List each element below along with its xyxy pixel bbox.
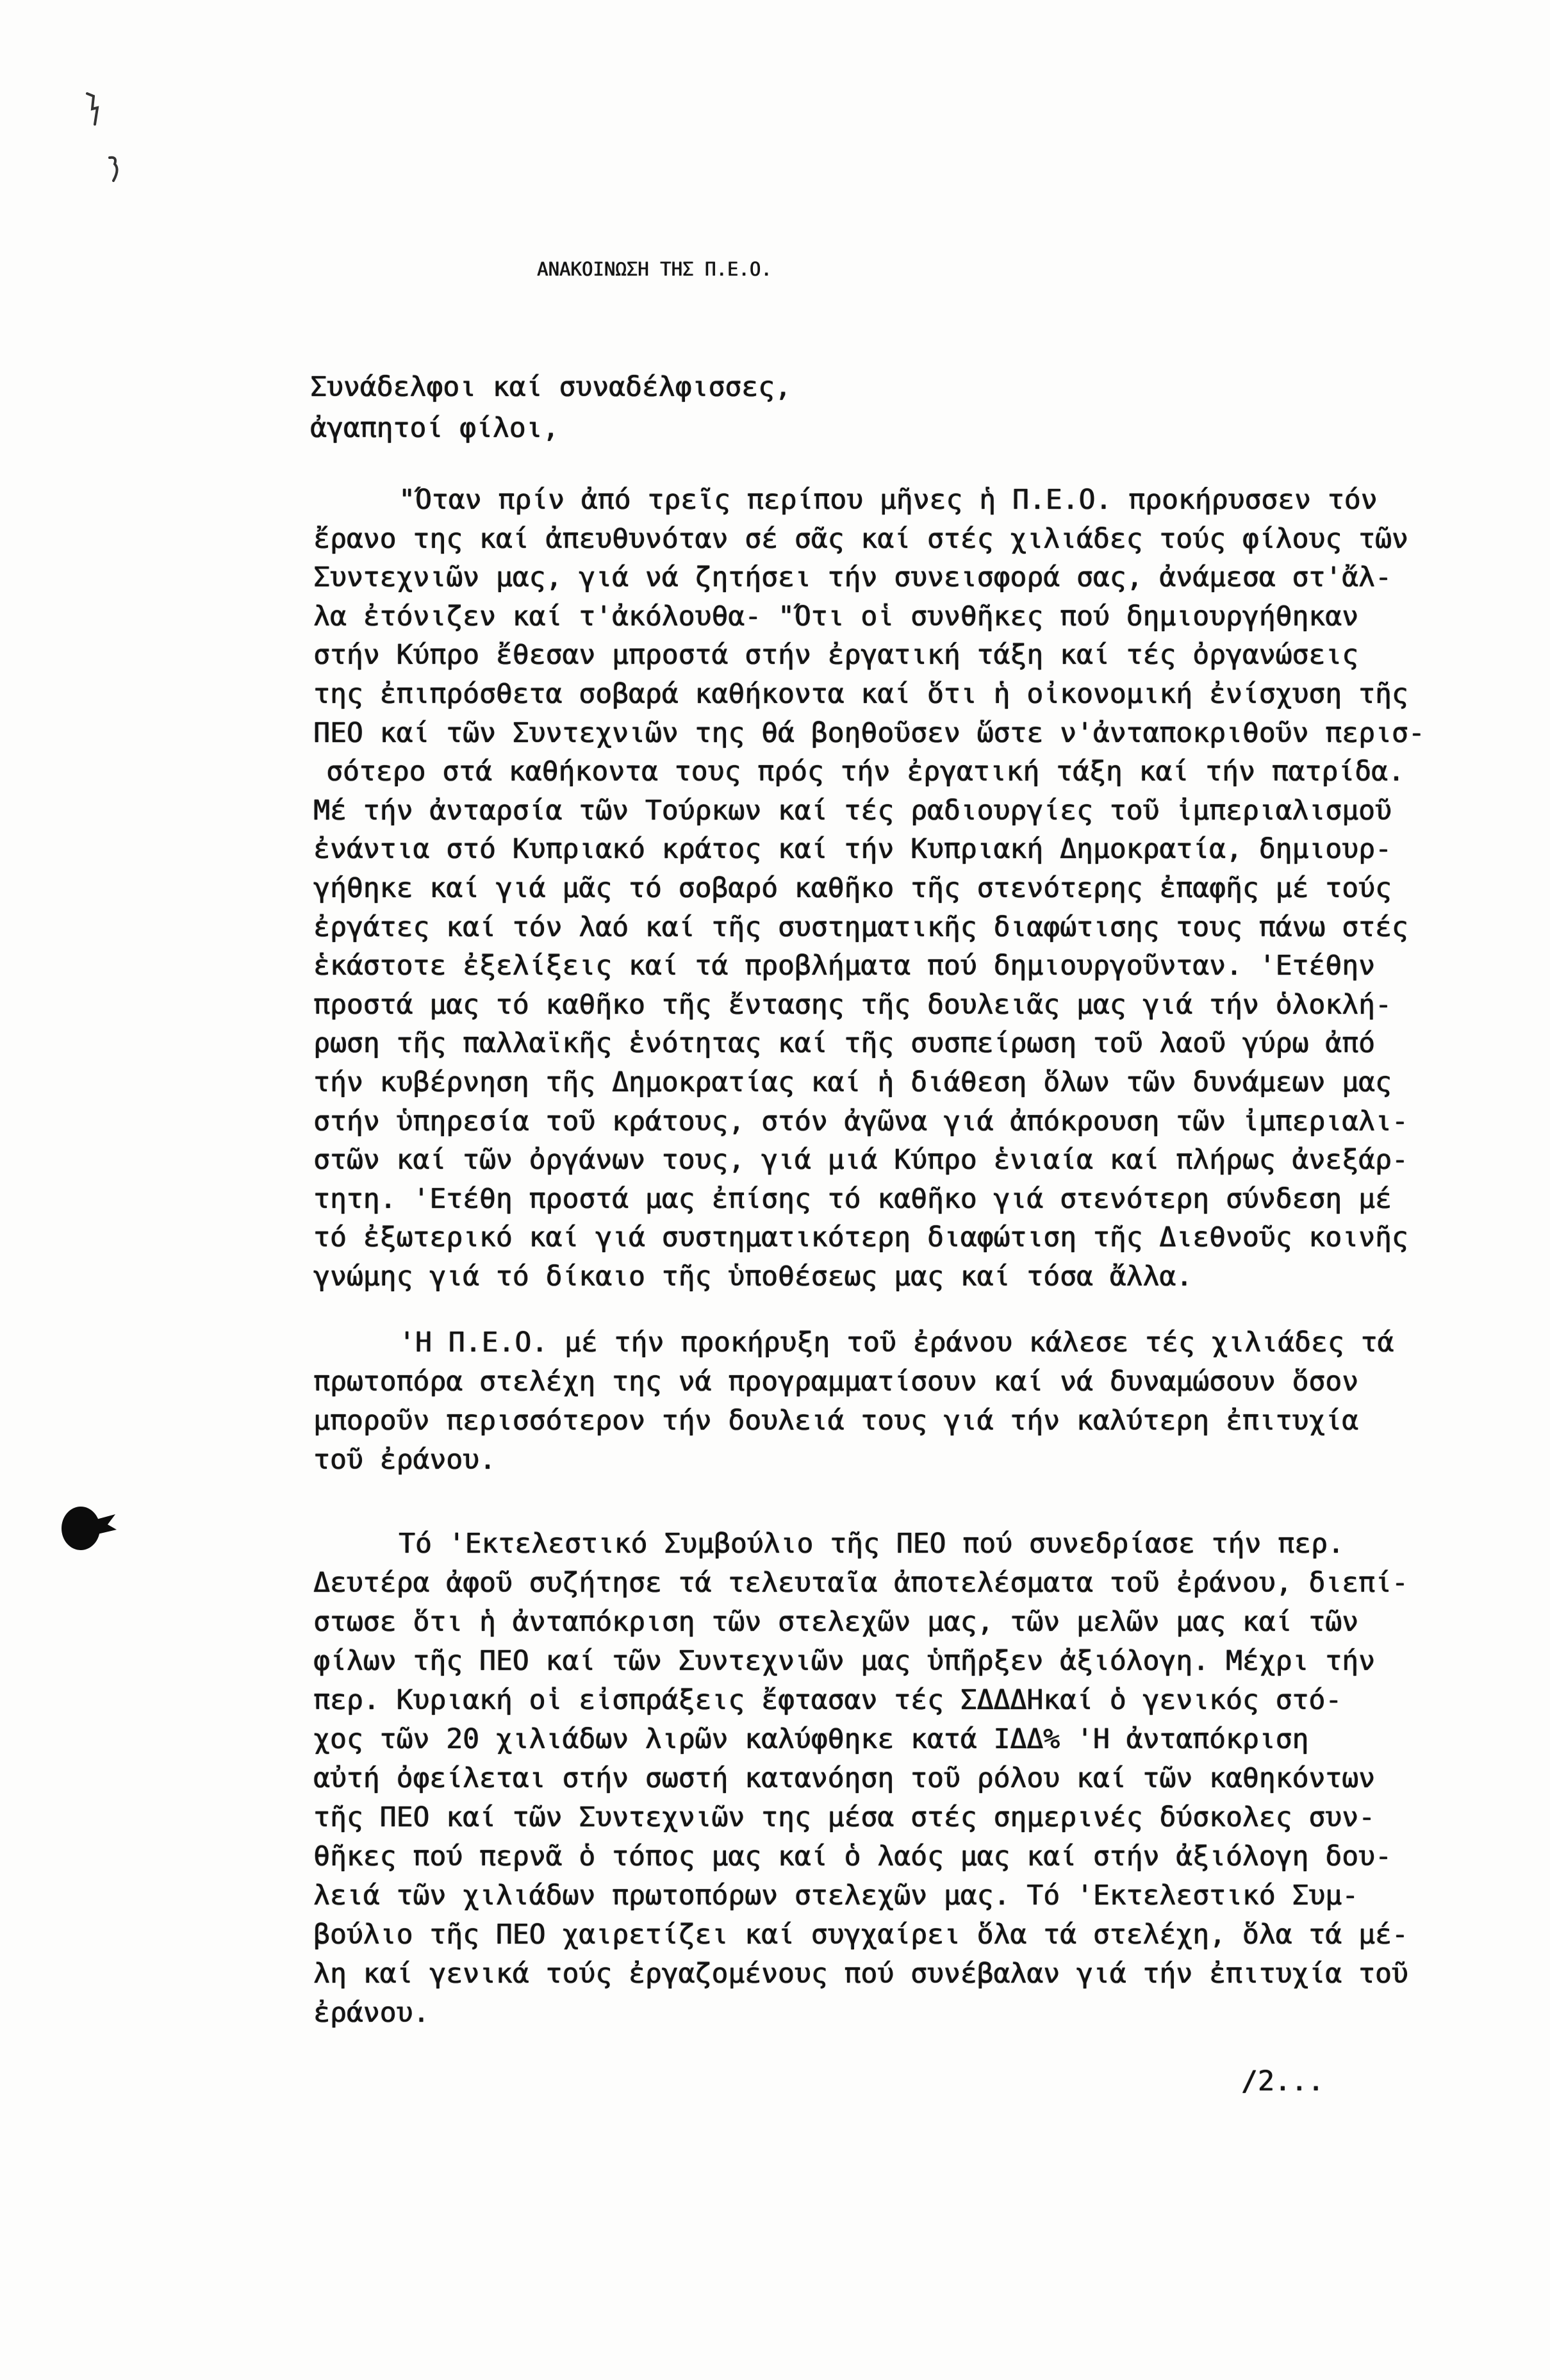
text-line: στήν ὑπηρεσία τοῦ κράτους, στόν ἀγῶνα γιά ἀπόκρουση τῶν ἰμπεριαλι- [313,1105,1408,1137]
text-line: προστά μας τό καθῆκο τῆς ἔντασης τῆς δουλειᾶς μας γιά τήν ὁλοκλή- [313,988,1392,1021]
text-line: τοῦ ἐράνου. [313,1444,496,1476]
text-line: ἐνάντια στό Κυπριακό κράτος καί τήν Κυπριακή Δημοκρατία, δημιουρ- [313,833,1392,866]
ink-blot [56,1496,120,1560]
paragraph [313,481,1425,1296]
text-line: φίλων τῆς ΠΕΟ καί τῶν Συντεχνιῶν μας ὑπῆρξεν ἀξιόλογη. Μέχρι τήν [313,1645,1375,1677]
text-line: τό ἐξωτερικό καί γιά συστηματικότερη διαφώτιση τῆς Διεθνοῦς κοινῆς [313,1221,1408,1254]
text-line: βούλιο τῆς ΠΕΟ χαιρετίζει καί συγχαίρει ὅλα τά στελέχη, ὅλα τά μέ- [313,1919,1408,1951]
document-title: ΑΝΑΚΟΙΝΩΣΗ ΤΗΣ Π.Ε.Ο. [537,258,772,280]
page-continuation-marker: /2... [1241,2065,1324,2097]
text-line: 'Η Π.Ε.Ο. μέ τήν προκήρυξη τοῦ ἐράνου κάλεσε τές χιλιάδες τά [399,1326,1394,1359]
pencil-mark [106,154,125,186]
text-line: ἑκάστοτε ἐξελίξεις καί τά προβλήματα πού δημιουργοῦνταν. 'Ετέθην [313,950,1375,982]
text-line: τῆς ΠΕΟ καί τῶν Συντεχνιῶν της μέσα στές σημερινές δύσκολες συν- [313,1801,1375,1833]
text-line: ἔρανο της καί ἀπευθυνόταν σέ σᾶς καί στές χιλιάδες τούς φίλους τῶν [313,522,1408,555]
salutation-line: Συνάδελφοι καί συναδέλφισσες, [310,371,791,403]
text-line: θῆκες πού περνᾶ ὁ τόπος μας καί ὁ λαός μας καί στήν ἀξιόλογη δου- [313,1840,1392,1872]
text-line: Μέ τήν ἀνταρσία τῶν Τούρκων καί τές ραδιουργίες τοῦ ἰμπεριαλισμοῦ [313,794,1392,827]
text-line: στῶν καί τῶν ὀργάνων τους, γιά μιά Κύπρο ἑνιαία καί πλήρως ἀνεξάρ- [313,1144,1408,1177]
text-line: ΠΕΟ καί τῶν Συντεχνιῶν της θά βοηθοῦσεν ὥστε ν'ἀνταποκριθοῦν περισ- [313,716,1425,749]
paragraph [313,1323,1394,1480]
text-line: Συντεχνιῶν μας, γιά νά ζητήσει τήν συνεισφορά σας, ἀνάμεσα στ'ἄλ- [313,561,1392,594]
salutation [310,367,791,449]
paragraph [313,1525,1408,2033]
pencil-mark [82,90,108,128]
text-line: στήν Κύπρο ἔθεσαν μπροστά στήν ἐργατική τάξη καί τές ὀργανώσεις [313,639,1358,672]
text-line: γήθηκε καί γιά μᾶς τό σοβαρό καθῆκο τῆς στενότερης ἐπαφῆς μέ τούς [313,872,1392,904]
text-line: πρωτοπόρα στελέχη της νά προγραμματίσουν καί νά δυναμώσουν ὅσον [313,1366,1358,1398]
text-line: μποροῦν περισσότερον τήν δουλειά τους γιά τήν καλύτερη ἐπιτυχία [313,1405,1358,1437]
text-line: Δευτέρα ἀφοῦ συζήτησε τά τελευταῖα ἀποτελέσματα τοῦ ἐράνου, διεπί- [313,1567,1408,1599]
text-line: "Όταν πρίν ἀπό τρεῖς περίπου μῆνες ἡ Π.Ε.Ο. προκήρυσσεν τόν [399,484,1378,516]
text-line: λη καί γενικά τούς ἐργαζομένους πού συνέβαλαν γιά τήν ἐπιτυχία τοῦ [313,1958,1408,1990]
text-line: σότερο στά καθήκοντα τους πρός τήν ἐργατική τάξη καί τήν πατρίδα. [326,756,1405,788]
salutation-line: ἀγαπητοί φίλοι, [310,412,559,444]
text-line: τητη. 'Ετέθη προστά μας ἐπίσης τό καθῆκο γιά στενότερη σύνδεση μέ [313,1182,1392,1215]
text-line: της ἐπιπρόσθετα σοβαρά καθήκοντα καί ὅτι ἡ οἰκονομική ἐνίσχυση τῆς [313,677,1408,710]
text-line: λειά τῶν χιλιάδων πρωτοπόρων στελεχῶν μας. Τό 'Εκτελεστικό Συμ- [313,1880,1358,1912]
text-line: χος τῶν 20 χιλιάδων λιρῶν καλύφθηκε κατά ΙΔΔ% 'Η ἀνταπόκριση [313,1723,1309,1755]
text-line: τήν κυβέρνηση τῆς Δημοκρατίας καί ἡ διάθεση ὅλων τῶν δυνάμεων μας [313,1066,1392,1098]
text-line: Τό 'Εκτελεστικό Συμβούλιο τῆς ΠΕΟ πού συνεδρίασε τήν περ. [399,1528,1344,1560]
text-line: στωσε ὅτι ἡ ἀνταπόκριση τῶν στελεχῶν μας, τῶν μελῶν μας καί τῶν [313,1606,1358,1638]
text-line: αὐτή ὀφείλεται στήν σωστή κατανόηση τοῦ ρόλου καί τῶν καθηκόντων [313,1762,1375,1794]
text-line: ἐράνου. [313,1997,430,2029]
text-line: γνώμης γιά τό δίκαιο τῆς ὑποθέσεως μας καί τόσα ἄλλα. [313,1260,1193,1293]
text-line: ἐργάτες καί τόν λαό καί τῆς συστηματικῆς διαφώτισης τους πάνω στές [313,911,1408,943]
text-line: περ. Κυριακή οἱ εἰσπράξεις ἔφτασαν τές ΣΔΔΔΗκαί ὁ γενικός στό- [313,1684,1342,1716]
text-line: ρωση τῆς παλλαϊκῆς ἑνότητας καί τῆς συσπείρωση τοῦ λαοῦ γύρω ἀπό [313,1027,1375,1060]
text-line: λα ἐτόνιζεν καί τ'ἀκόλουθα- "Ότι οἱ συνθῆκες πού δημιουργήθηκαν [313,600,1358,632]
